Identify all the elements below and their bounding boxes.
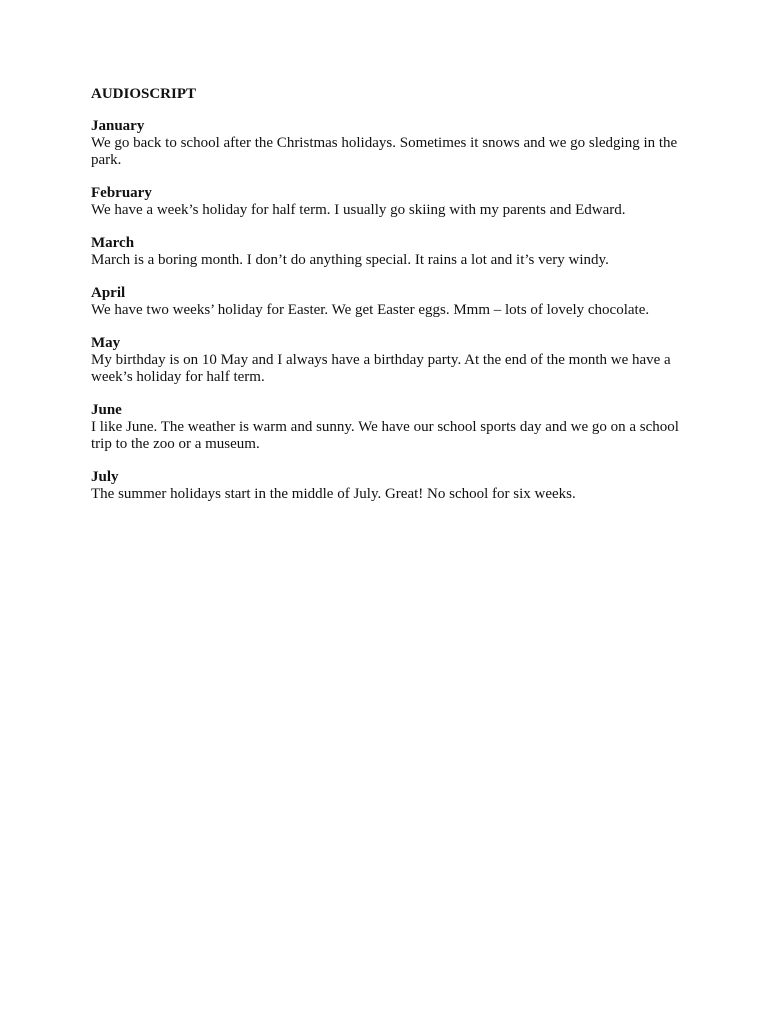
month-heading: April <box>91 285 126 301</box>
month-heading: June <box>91 402 122 418</box>
section-february <box>91 185 691 219</box>
section-january <box>91 118 691 169</box>
document-title: AUDIOSCRIPT <box>91 86 197 102</box>
month-text: My birthday is on 10 May and I always have a birthday party. At the end of the month we have a week’s holiday for half term. <box>91 352 671 385</box>
section-july <box>91 469 691 503</box>
month-text: We go back to school after the Christmas holidays. Sometimes it snows and we go sledging in the park. <box>91 135 678 168</box>
month-heading: February <box>91 185 152 201</box>
section-june <box>91 402 691 453</box>
month-heading: March <box>91 235 135 251</box>
month-text: We have a week’s holiday for half term. I usually go skiing with my parents and Edward. <box>91 202 626 218</box>
month-heading: January <box>91 118 145 134</box>
section-may <box>91 335 691 386</box>
section-march <box>91 235 691 269</box>
month-text: I like June. The weather is warm and sunny. We have our school sports day and we go on a school trip to the zoo or a museum. <box>91 419 679 452</box>
month-text: March is a boring month. I don’t do anything special. It rains a lot and it’s very windy. <box>91 252 609 268</box>
section-april <box>91 285 691 319</box>
month-text: The summer holidays start in the middle of July. Great! No school for six weeks. <box>91 486 576 502</box>
month-heading: July <box>91 469 119 485</box>
document-page <box>91 84 691 519</box>
month-text: We have two weeks’ holiday for Easter. We get Easter eggs. Mmm – lots of lovely chocolate. <box>91 302 650 318</box>
month-heading: May <box>91 335 121 351</box>
